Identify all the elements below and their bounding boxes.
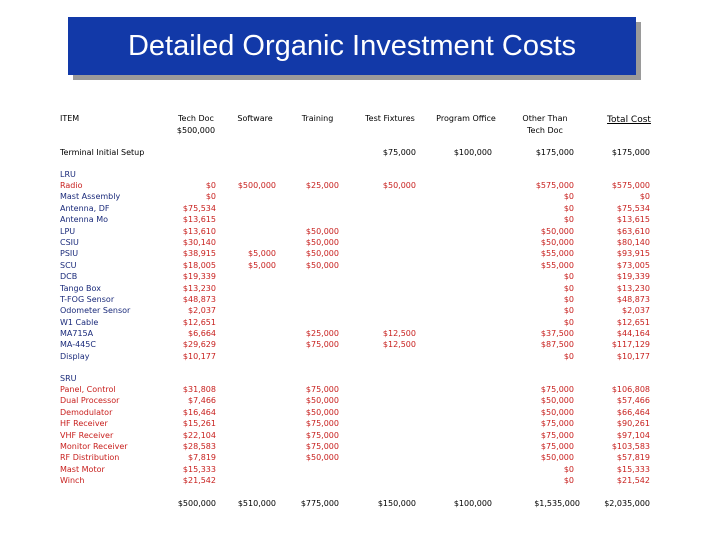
lru-tech-doc-cell: $75,534 bbox=[182, 203, 216, 213]
lru-software-cell bbox=[218, 351, 276, 362]
lru-tech-doc-cell: $18,005 bbox=[182, 260, 216, 270]
lru-other-cell: $0 bbox=[563, 215, 574, 225]
header-training: Training bbox=[301, 114, 334, 123]
total-test-fixtures: $150,000 bbox=[377, 499, 416, 508]
sru-item-name: Winch bbox=[60, 476, 85, 486]
lru-training-cell bbox=[283, 294, 339, 305]
sru-total-cell: $90,261 bbox=[616, 419, 650, 429]
lru-software-cell bbox=[218, 214, 276, 225]
lru-test-fixtures-cell bbox=[360, 271, 416, 282]
total-program-office: $100,000 bbox=[453, 499, 492, 508]
lru-total-cell: $12,651 bbox=[616, 317, 650, 327]
sru-total-cell: $21,542 bbox=[616, 476, 650, 486]
lru-training-cell bbox=[283, 214, 339, 225]
terminal-label: Terminal Initial Setup bbox=[60, 148, 145, 157]
lru-total-cell: $44,164 bbox=[616, 329, 650, 339]
sru-other-cell: $75,000 bbox=[540, 385, 574, 394]
lru-test-fixtures-cell bbox=[360, 294, 416, 305]
lru-test-fixtures-cell bbox=[360, 214, 416, 225]
lru-training-cell: $50,000 bbox=[305, 226, 339, 236]
lru-other-cell: $0 bbox=[563, 351, 574, 361]
sru-training-cell: $75,000 bbox=[305, 441, 339, 451]
lru-tech-doc-cell: $29,629 bbox=[182, 340, 216, 350]
lru-item-name: Tango Box bbox=[60, 283, 101, 293]
sru-total-column bbox=[590, 384, 650, 487]
page-title: Detailed Organic Investment Costs bbox=[127, 29, 577, 62]
sru-other-column bbox=[512, 384, 574, 487]
sru-item-name: VHF Receiver bbox=[60, 430, 114, 440]
sru-other-cell: $75,000 bbox=[540, 430, 574, 440]
lru-software-cell bbox=[218, 328, 276, 339]
lru-training-cell: $50,000 bbox=[305, 237, 339, 247]
sru-training-cell: $75,000 bbox=[305, 430, 339, 440]
lru-software-cell bbox=[218, 237, 276, 248]
lru-training-cell bbox=[283, 351, 339, 362]
sru-other-cell: $75,000 bbox=[540, 419, 574, 429]
terminal-program-office: $100,000 bbox=[453, 148, 492, 157]
sru-training-cell: $50,000 bbox=[305, 396, 339, 406]
lru-total-cell: $10,177 bbox=[616, 351, 650, 361]
lru-tech-doc-cell: $0 bbox=[205, 192, 216, 202]
total-training: $775,000 bbox=[300, 499, 339, 508]
header-tech-doc-amount: $500,000 bbox=[176, 126, 216, 136]
lru-tech-doc-column bbox=[160, 180, 216, 362]
lru-item-name: Mast Assembly bbox=[60, 192, 121, 202]
sru-training-cell: $75,000 bbox=[305, 419, 339, 429]
sru-other-cell: $50,000 bbox=[540, 407, 574, 417]
sru-item-name: Panel, Control bbox=[60, 385, 116, 394]
lru-software-cell bbox=[218, 271, 276, 282]
sru-total-cell: $57,466 bbox=[616, 396, 650, 406]
lru-other-column bbox=[512, 180, 574, 362]
lru-test-fixtures-column bbox=[360, 180, 416, 362]
lru-tech-doc-cell: $2,037 bbox=[188, 306, 216, 316]
sru-tech-doc-cell: $7,819 bbox=[188, 453, 216, 463]
terminal-total: $175,000 bbox=[611, 148, 650, 157]
lru-training-cell bbox=[283, 203, 339, 214]
lru-other-cell: $0 bbox=[563, 203, 574, 213]
lru-item-name: Display bbox=[60, 351, 90, 361]
lru-total-cell: $13,230 bbox=[616, 283, 650, 293]
lru-item-name: MA-445C bbox=[60, 340, 96, 350]
lru-other-cell: $0 bbox=[563, 317, 574, 327]
lru-software-cell: $5,000 bbox=[248, 260, 276, 270]
sru-item-name: Demodulator bbox=[60, 407, 113, 417]
sru-training-cell bbox=[283, 464, 339, 475]
lru-item-name: SCU bbox=[60, 260, 77, 270]
sru-item-name: HF Receiver bbox=[60, 419, 108, 429]
sru-tech-doc-column bbox=[160, 384, 216, 487]
header-other-line2: Tech Doc bbox=[527, 126, 563, 136]
lru-software-cell bbox=[218, 305, 276, 316]
sru-tech-doc-cell: $15,333 bbox=[182, 464, 216, 474]
terminal-test-fixtures: $75,000 bbox=[382, 148, 416, 157]
lru-label: LRU bbox=[60, 170, 76, 179]
title-banner bbox=[68, 17, 636, 75]
lru-total-cell: $0 bbox=[639, 192, 650, 202]
sru-item-name: Dual Processor bbox=[60, 396, 120, 406]
lru-other-cell: $87,500 bbox=[540, 340, 574, 350]
lru-other-cell: $0 bbox=[563, 272, 574, 282]
lru-software-cell bbox=[218, 294, 276, 305]
lru-item-name: DCB bbox=[60, 272, 78, 282]
lru-tech-doc-cell: $0 bbox=[205, 181, 216, 190]
sru-training-cell: $75,000 bbox=[305, 385, 339, 394]
lru-tech-doc-cell: $19,339 bbox=[182, 272, 216, 282]
sru-total-cell: $97,104 bbox=[616, 430, 650, 440]
lru-total-cell: $73,005 bbox=[616, 260, 650, 270]
lru-test-fixtures-cell bbox=[360, 317, 416, 328]
header-other-line1: Other Than bbox=[522, 114, 568, 123]
lru-item-name: Antenna, DF bbox=[60, 203, 110, 213]
lru-training-cell: $50,000 bbox=[305, 260, 339, 270]
lru-other-cell: $37,500 bbox=[540, 329, 574, 339]
lru-training-cell bbox=[283, 283, 339, 294]
lru-tech-doc-cell: $38,915 bbox=[182, 249, 216, 259]
lru-training-cell: $25,000 bbox=[305, 181, 339, 190]
lru-training-cell bbox=[283, 305, 339, 316]
lru-test-fixtures-cell: $12,500 bbox=[382, 340, 416, 350]
lru-tech-doc-cell: $48,873 bbox=[182, 294, 216, 304]
lru-tech-doc-cell: $13,615 bbox=[182, 215, 216, 225]
lru-test-fixtures-cell bbox=[360, 237, 416, 248]
lru-total-cell: $75,534 bbox=[616, 203, 650, 213]
lru-test-fixtures-cell bbox=[360, 351, 416, 362]
lru-software-cell bbox=[218, 191, 276, 202]
lru-software-cell bbox=[218, 339, 276, 350]
lru-tech-doc-cell: $12,651 bbox=[182, 317, 216, 327]
lru-training-cell: $25,000 bbox=[305, 329, 339, 339]
lru-item-name: PSIU bbox=[60, 249, 79, 259]
lru-software-cell bbox=[218, 317, 276, 328]
sru-item-column bbox=[60, 384, 128, 487]
header-item: ITEM bbox=[60, 114, 80, 123]
lru-total-cell: $13,615 bbox=[616, 215, 650, 225]
lru-total-cell: $80,140 bbox=[616, 237, 650, 247]
header-test-fixtures: Test Fixtures bbox=[365, 114, 415, 123]
sru-tech-doc-cell: $22,104 bbox=[182, 430, 216, 440]
sru-other-cell: $0 bbox=[563, 476, 574, 486]
sru-tech-doc-cell: $21,542 bbox=[182, 476, 216, 486]
lru-test-fixtures-cell bbox=[360, 226, 416, 237]
lru-tech-doc-cell: $10,177 bbox=[182, 351, 216, 361]
total-other: $1,535,000 bbox=[534, 499, 580, 508]
header-program-office: Program Office bbox=[436, 114, 496, 123]
sru-tech-doc-cell: $15,261 bbox=[182, 419, 216, 429]
sru-total-cell: $106,808 bbox=[611, 385, 650, 394]
lru-training-cell: $75,000 bbox=[305, 340, 339, 350]
lru-item-name: Antenna Mo bbox=[60, 215, 108, 225]
lru-other-cell: $55,000 bbox=[540, 249, 574, 259]
lru-item-name: MA715A bbox=[60, 329, 94, 339]
lru-other-cell: $0 bbox=[563, 283, 574, 293]
sru-tech-doc-cell: $28,583 bbox=[182, 441, 216, 451]
lru-item-name: W1 Cable bbox=[60, 317, 99, 327]
sru-other-cell: $75,000 bbox=[540, 441, 574, 451]
sru-total-cell: $66,464 bbox=[616, 407, 650, 417]
sru-item-name: RF Distribution bbox=[60, 453, 120, 463]
sru-training-cell: $50,000 bbox=[305, 407, 339, 417]
total-grand: $2,035,000 bbox=[604, 499, 650, 508]
sru-item-name: Monitor Receiver bbox=[60, 441, 128, 451]
lru-total-cell: $63,610 bbox=[616, 226, 650, 236]
total-software: $510,000 bbox=[237, 499, 276, 508]
lru-tech-doc-cell: $13,610 bbox=[182, 226, 216, 236]
lru-total-column bbox=[590, 180, 650, 362]
sru-training-cell bbox=[283, 475, 339, 486]
sru-other-cell: $50,000 bbox=[540, 396, 574, 406]
sru-item-name: Mast Motor bbox=[60, 464, 105, 474]
lru-total-cell: $48,873 bbox=[616, 294, 650, 304]
sru-label: SRU bbox=[60, 374, 77, 383]
lru-other-cell: $0 bbox=[563, 306, 574, 316]
lru-total-cell: $117,129 bbox=[611, 340, 650, 350]
lru-software-cell: $500,000 bbox=[237, 181, 276, 190]
lru-training-cell bbox=[283, 191, 339, 202]
lru-tech-doc-cell: $13,230 bbox=[182, 283, 216, 293]
lru-total-cell: $575,000 bbox=[611, 181, 650, 190]
header-other bbox=[510, 113, 580, 137]
sru-other-cell: $0 bbox=[563, 464, 574, 474]
lru-test-fixtures-cell bbox=[360, 203, 416, 214]
lru-other-cell: $0 bbox=[563, 192, 574, 202]
lru-other-cell: $55,000 bbox=[540, 260, 574, 270]
sru-total-cell: $103,583 bbox=[611, 441, 650, 451]
lru-item-name: CSIU bbox=[60, 237, 79, 247]
sru-tech-doc-cell: $16,464 bbox=[182, 407, 216, 417]
lru-training-cell bbox=[283, 317, 339, 328]
lru-item-name: T-FOG Sensor bbox=[60, 294, 115, 304]
sru-training-column bbox=[283, 384, 339, 487]
lru-item-name: LPU bbox=[60, 226, 76, 236]
total-tech-doc: $500,000 bbox=[177, 499, 216, 508]
sru-tech-doc-cell: $7,466 bbox=[188, 396, 216, 406]
sru-training-cell: $50,000 bbox=[305, 453, 339, 463]
sru-other-cell: $50,000 bbox=[540, 453, 574, 463]
lru-software-column bbox=[218, 180, 276, 362]
header-total-cost: Total Cost bbox=[607, 115, 651, 125]
lru-test-fixtures-cell: $12,500 bbox=[382, 329, 416, 339]
lru-other-cell: $50,000 bbox=[540, 226, 574, 236]
lru-test-fixtures-cell bbox=[360, 191, 416, 202]
lru-test-fixtures-cell bbox=[360, 248, 416, 259]
lru-total-cell: $93,915 bbox=[616, 249, 650, 259]
lru-other-cell: $50,000 bbox=[540, 237, 574, 247]
header-tech-doc bbox=[168, 113, 224, 137]
lru-software-cell: $5,000 bbox=[248, 249, 276, 259]
lru-item-name: Radio bbox=[60, 181, 83, 190]
lru-test-fixtures-cell bbox=[360, 305, 416, 316]
lru-test-fixtures-cell bbox=[360, 283, 416, 294]
lru-item-name: Odometer Sensor bbox=[60, 306, 131, 316]
lru-tech-doc-cell: $30,140 bbox=[182, 237, 216, 247]
sru-total-cell: $57,819 bbox=[616, 453, 650, 463]
lru-total-cell: $2,037 bbox=[622, 306, 650, 316]
sru-tech-doc-cell: $31,808 bbox=[182, 385, 216, 394]
lru-other-cell: $575,000 bbox=[535, 181, 574, 190]
lru-other-cell: $0 bbox=[563, 294, 574, 304]
lru-software-cell bbox=[218, 283, 276, 294]
lru-software-cell bbox=[218, 226, 276, 237]
header-software: Software bbox=[237, 114, 273, 123]
lru-test-fixtures-cell: $50,000 bbox=[382, 181, 416, 190]
lru-training-cell: $50,000 bbox=[305, 249, 339, 259]
lru-training-cell bbox=[283, 271, 339, 282]
sru-total-cell: $15,333 bbox=[616, 464, 650, 474]
lru-total-cell: $19,339 bbox=[616, 272, 650, 282]
lru-item-column bbox=[60, 180, 130, 362]
lru-tech-doc-cell: $6,664 bbox=[188, 329, 216, 339]
lru-test-fixtures-cell bbox=[360, 260, 416, 271]
header-tech-doc-label: Tech Doc bbox=[178, 114, 214, 123]
lru-training-column bbox=[283, 180, 339, 362]
lru-software-cell bbox=[218, 203, 276, 214]
terminal-other: $175,000 bbox=[535, 148, 574, 157]
